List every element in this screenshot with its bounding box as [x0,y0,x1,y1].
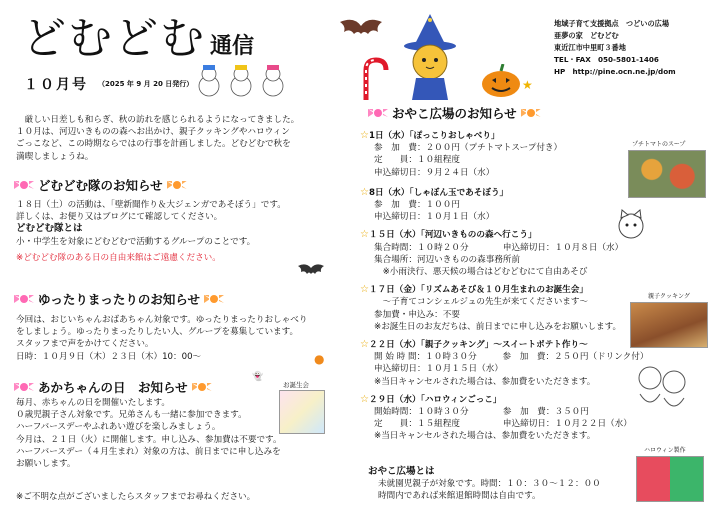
event-item [360,187,650,224]
org-info [554,18,676,78]
event-detail: 申込締切日：９月２４日（水） [374,167,495,178]
subheading: どむどむ隊とは [16,223,83,235]
text-line: 今月は、２１日（火）に開催します。申し込み、参加費は不要です。 [16,434,282,445]
org-line: TEL・FAX 050-5801-1406 [554,55,659,64]
candy-icon [521,108,541,118]
intro-text [16,114,299,163]
section-title: どむどむ隊のお知らせ [38,178,163,193]
event-item [360,130,650,179]
intro-line: 厳しい日差しも和らぎ、秋の訪れを感じられるようになってきました。 [16,115,300,125]
event-title: １７日（金）「リズムあそび＆１０月生まれのお誕生会」 [368,285,588,296]
candy-cane-icon [356,54,396,102]
newsletter-subtitle: 通信 [210,34,255,59]
star-bullet-icon: ☆ [360,186,369,198]
org-line: 東近江市中里町３番地 [554,43,626,52]
yuttari-body [16,314,307,363]
baby-heading [14,378,212,396]
issue-month: １０月号 [24,77,88,93]
section-title: ゆったりまったりのお知らせ [38,292,201,307]
candy-icon [167,180,187,190]
event-detail: ※お誕生日のお友だちは、前日までに申し込みをお願いします。 [374,321,622,332]
text-line: をしましょう。ゆったりまったりしたい人、グループを募集しています。 [16,327,299,338]
domdom-team-heading [14,176,187,194]
text-line: ハーフバースデー（４月生まれ）対象の方は、前日までに申し込みを [16,446,281,457]
event-detail: ※当日キャンセルされた場合は、参加費をいただきます。 [374,431,596,442]
candy-icon [14,294,34,304]
star-bullet-icon: ☆ [360,130,369,141]
candy-icon [192,382,212,392]
bat-icon [296,262,326,278]
text-line: 今回は、おじいちゃんおばあちゃん対象です。ゆったりまったりおしゃべり [16,315,308,325]
intro-line: 満喫しましょうね。 [16,151,94,162]
photo-caption: ハロウィン製作 [644,447,686,454]
text-line: 毎月、赤ちゃんの日を開催いたします。 [16,398,171,408]
ghost-icon: 👻 [252,372,264,382]
event-title: １５日（水）「河辺いきものの森へ行こう」 [368,230,537,241]
issue-date: （2025 年 9 月 20 日発行） [98,80,194,88]
children-illustration [632,360,692,420]
photo-caption: 親子クッキング [648,293,690,300]
org-line: HP http://pine.ocn.ne.jp/dom [554,67,676,76]
event-item [360,394,650,443]
section-title: おやこ広場のお知らせ [392,106,517,121]
event-list [360,130,650,443]
intro-line: １０月は、河辺いきものの森へお出かけ、親子クッキングやハロウィン [16,127,290,138]
witch-cat-illustration [390,12,470,102]
cat-illustration [614,208,648,242]
text-line: ０歳児親子さん対象です。兄弟さんも一緒に参加できます。 [16,410,247,421]
star-bullet-icon: ☆ [360,339,369,351]
candy-icon [14,180,34,190]
event-detail: 参 加 費：２００円（プチトマトスープ付き） [374,143,563,154]
about-line: 時間内であれば来館退館時間は自由です。 [378,491,541,502]
issue-line [24,74,193,94]
text-line: 日時：１０月９日（木）２３日（木）10：00～ [16,351,202,362]
pumpkin-icon [480,64,522,98]
section-title: あかちゃんの日 お知らせ [38,380,188,395]
newsletter-title: どむどむ [22,14,206,63]
candy-icon [368,108,388,118]
snowman-figures-illustration [195,64,287,98]
event-detail: ～子育てコンシェルジュの先生が来てくださいます～ [374,297,589,308]
text-line: 小・中学生を対象にどむどむで活動するグループのことです。 [16,236,256,247]
jack-o-lantern-icon: ● [314,352,325,366]
about-heading: おやこ広場とは [368,466,435,477]
event-detail: 定 員：１５組程度 申込締切日：１０月２２日（水） [374,419,632,430]
about-line: 未就園児親子が対象です。時間：１０：３０～１２：００ [378,479,601,490]
org-line: 亜夢の家 どむどむ [554,31,619,40]
cooking-photo [630,302,708,348]
event-title: ２９日（水）「ハロウィンごっこ」 [368,394,502,405]
event-detail: 集合時間：１０時２０分 申込締切日：１０月８日（水） [374,242,624,253]
candy-icon [204,294,224,304]
text-line: お願いします。 [16,459,76,470]
event-detail: 開始時間：１０時３０分 参 加 費：３５０円 [374,407,589,418]
baby-body [16,397,282,470]
event-title: ２２日（水）「親子クッキング」～スイートポテト作り～ [368,340,588,351]
oyako-heading [368,104,541,122]
event-detail: ※当日キャンセルされた場合は、参加費をいただきます。 [374,376,596,387]
org-line: 地域子育て支援拠点 つどいの広場 [554,19,670,28]
star-bullet-icon: ☆ [360,393,369,405]
event-detail: 申込締切日：１０月１５日（水） [374,364,503,375]
candy-icon [14,382,34,392]
masthead [22,14,254,64]
event-title: 8日（水）「しゃぼん玉であそぼう」 [368,187,509,198]
yuttari-heading [14,290,224,308]
star-icon: ★ [522,78,533,92]
event-detail: 定 員：１０組程度 [374,155,460,166]
star-bullet-icon: ☆ [360,229,369,241]
event-detail: ※小雨決行、悪天候の場合はどむどむにて自由あそび [374,267,588,278]
event-detail: 集合場所：河辺いきものの森事務所前 [374,254,521,265]
birthday-photo [279,390,325,434]
oyako-about [368,466,601,503]
tomato-soup-photo [628,150,706,198]
text-line: ハーフバースデーやふれあい遊びを楽しみましょう。 [16,422,221,433]
event-detail: 開 始 時 間：１０時３０分 参 加 費：２５０円（ドリンク付） [374,352,649,363]
bat-icon [336,16,386,44]
event-item [360,339,650,388]
event-detail: 参 加 費：１００円 [374,200,460,211]
text-line: １８日（土）の活動は、「壁新聞作り＆大ジェンガであそぼう」です。 [16,200,286,210]
intro-line: ごっこなど、この時期ならではの行事を計画しました。どむどむで秋を [16,139,291,150]
event-item [360,229,650,278]
halloween-craft-photo [636,456,704,502]
text-line: 詳しくは、お便り又はブログにて確認してください。 [16,212,223,223]
domdom-team-body [16,199,286,264]
warning-note: ※どむどむ隊のある日の自由来館はご遠慮ください。 [16,252,221,263]
footer-note: ※ご不明な点がございましたらスタッフまでお尋ねください。 [16,492,256,502]
photo-caption: プチトマトのスープ [632,141,686,148]
text-line: スタッフまで声をかけてください。 [16,339,154,350]
event-title: 1日（水）「ぽっこりおしゃべり」 [368,131,500,141]
event-detail: 申込締切日：１０月１日（水） [374,212,495,223]
star-bullet-icon: ☆ [360,284,369,296]
photo-caption: お誕生会 [283,381,309,389]
event-detail: 参加費・申込み：不要 [374,309,460,320]
event-item [360,284,650,333]
